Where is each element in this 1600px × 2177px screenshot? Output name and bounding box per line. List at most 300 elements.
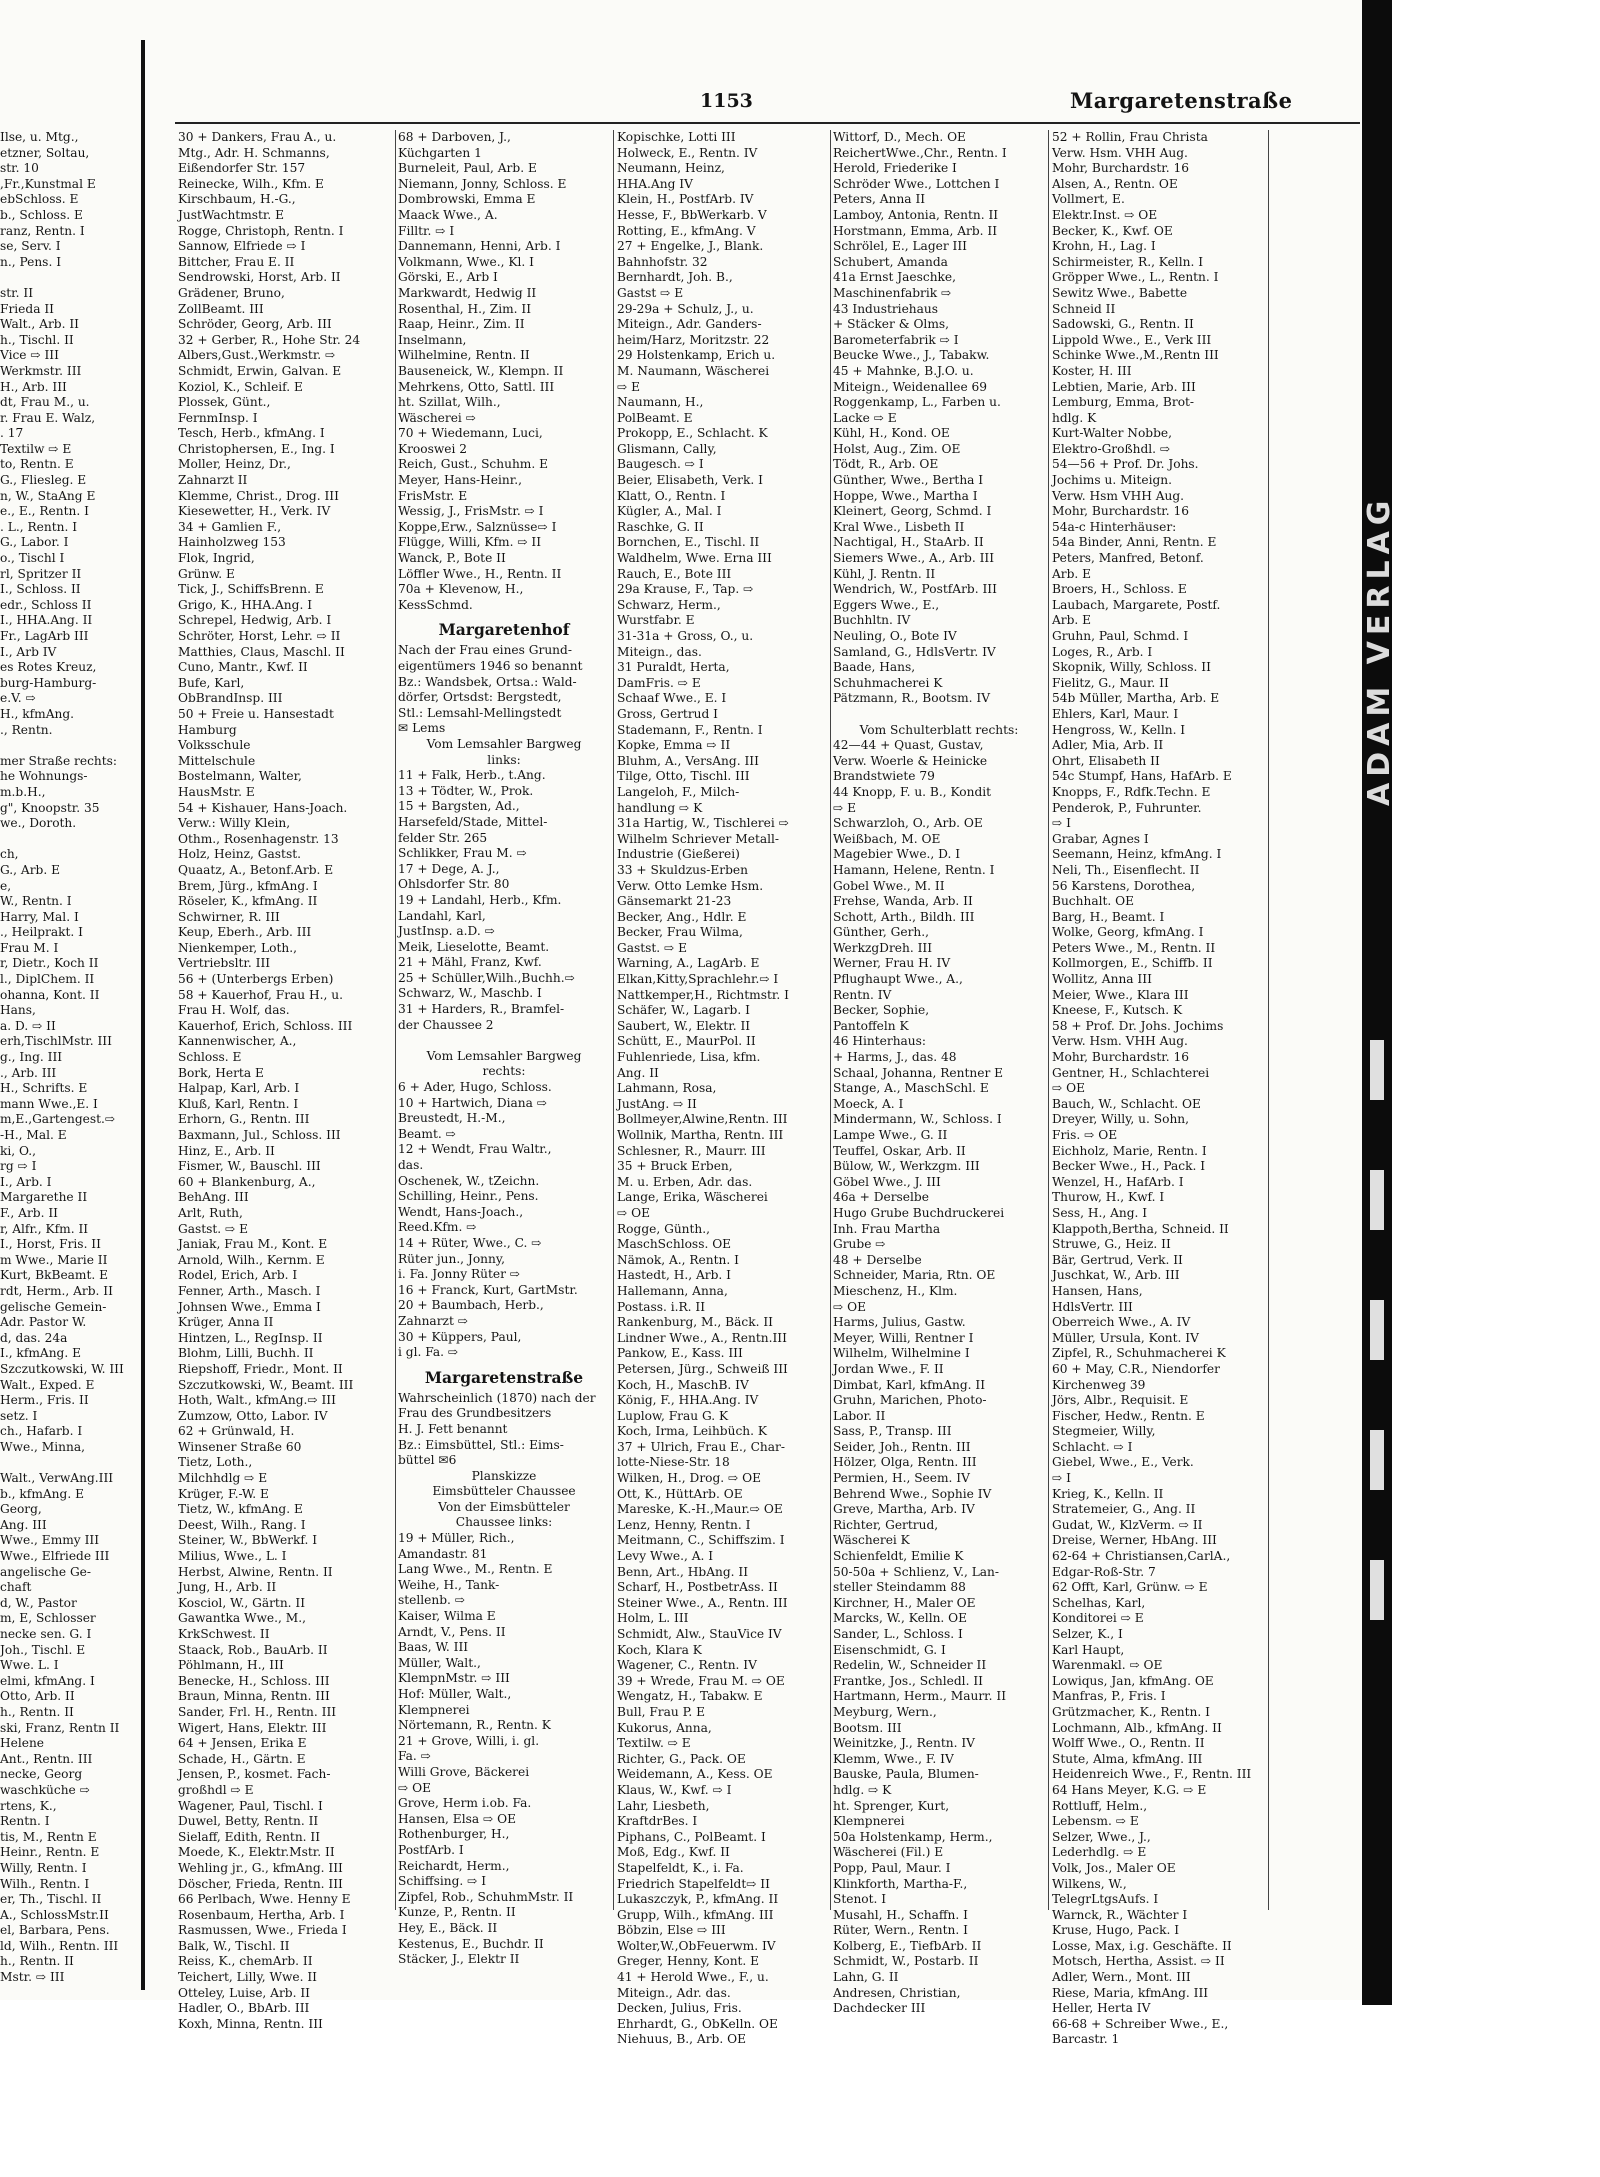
directory-line: Gruhn, Paul, Schmd. I xyxy=(1052,629,1189,643)
directory-line: Lindner Wwe., A., Rentn.III xyxy=(617,1330,787,1345)
directory-line: 13 + Tödter, W., Prok. xyxy=(398,783,534,798)
directory-line: Wilhelmine, Rentn. II xyxy=(398,348,530,363)
directory-line: hdlg. ⇨ K xyxy=(833,1782,892,1797)
directory-line: Warnck, R., Wächter I xyxy=(1052,1907,1188,1922)
column-6 xyxy=(1272,130,1362,2000)
directory-line: Schröder Wwe., Lottchen I xyxy=(833,176,1000,191)
directory-line: Becker Wwe., H., Pack. I xyxy=(1052,1159,1206,1174)
directory-line: Kirchenweg 39 xyxy=(1052,1377,1146,1392)
directory-line: ebSchloss. E xyxy=(0,192,79,207)
directory-line: Frau M. I xyxy=(0,940,59,955)
directory-line: Schmidt, Alw., StauVice IV xyxy=(617,1627,782,1641)
directory-line: Textilw. ⇨ E xyxy=(617,1736,691,1751)
directory-line: stellenb. ⇨ xyxy=(398,1593,465,1608)
directory-line: Fischer, Hedw., Rentn. E xyxy=(1052,1408,1205,1423)
directory-line: ⇨ I xyxy=(1052,816,1071,831)
directory-line: dörfer, Ortsdst: Bergstedt, xyxy=(398,690,562,705)
directory-line: Alsen, A., Rentn. OE xyxy=(1052,176,1178,191)
directory-line: ⇨ OE xyxy=(398,1780,431,1795)
directory-line: Wolff Wwe., O., Rentn. II xyxy=(1052,1736,1205,1751)
directory-line: Koster, H. III xyxy=(1052,363,1132,378)
directory-line: A., SchlossMstr.II xyxy=(0,1907,109,1922)
directory-line: m, E, Schlosser xyxy=(0,1611,96,1626)
directory-line: 48 + Derselbe xyxy=(833,1252,922,1267)
directory-line: 54a Binder, Anni, Rentn. E xyxy=(1052,535,1217,550)
directory-line: Weidemann, A., Kess. OE xyxy=(617,1767,773,1782)
directory-line: Schinke Wwe.,M.,Rentn III xyxy=(1052,348,1219,363)
directory-line: Barcastr. 1 xyxy=(1052,2032,1120,2047)
directory-line: Georg, xyxy=(0,1502,42,1517)
directory-line: Schmidt, W., Postarb. II xyxy=(833,1954,979,1969)
directory-line: Redelin, W., Schneider II xyxy=(833,1658,987,1673)
directory-line: Dreyer, Willy, u. Sohn, xyxy=(1052,1112,1190,1127)
directory-line: Cuno, Mantr., Kwf. II xyxy=(178,660,308,675)
directory-line: Barometerfabrik ⇨ I xyxy=(833,332,959,347)
directory-line: Schäfer, W., Lagarb. I xyxy=(617,1003,750,1018)
directory-line: Ang. II xyxy=(617,1065,659,1080)
directory-line: Bork, Herta E xyxy=(178,1065,264,1080)
directory-line: Wwe., Minna, xyxy=(0,1439,86,1454)
directory-line: Schuhmacherei K xyxy=(833,675,943,690)
directory-line: Harry, Mal. I xyxy=(0,909,79,924)
directory-line: Rosenbaum, Hertha, Arb. I xyxy=(178,1907,345,1922)
directory-line: ✉ Lems xyxy=(398,721,446,736)
directory-line: rdt, Herm., Arb. II xyxy=(0,1283,113,1298)
section-direction-note: Eimsbütteler Chaussee xyxy=(432,1484,576,1499)
directory-line: Kirchner, H., Maler OE xyxy=(833,1595,976,1610)
directory-line xyxy=(0,738,140,754)
directory-line: Günther, Wwe., Bertha I xyxy=(833,473,984,488)
directory-line: 29-29a + Schulz, J., u. xyxy=(617,301,754,316)
section-direction-note: Vom Lemsahler Bargweg xyxy=(426,736,582,751)
directory-line: Kirschbaum, H.-G., xyxy=(178,192,296,207)
directory-line: ld, Wilh., Rentn. III xyxy=(0,1938,119,1953)
directory-line: Filltr. ⇨ I xyxy=(398,223,455,238)
directory-line: Beamt. ⇨ xyxy=(398,1126,456,1141)
directory-line: Wurstfabr. E xyxy=(617,613,695,628)
directory-line: o., Tischl I xyxy=(0,551,65,566)
section-direction-note: Vom Lemsahler Bargweg xyxy=(426,1048,582,1063)
directory-line: Zipfel, R., Schuhmacherei K xyxy=(1052,1346,1226,1361)
directory-line: se, Serv. I xyxy=(0,239,61,254)
directory-line: H., kfmAng. xyxy=(0,706,75,721)
directory-line: + Harms, J., das. 48 xyxy=(833,1050,957,1065)
directory-line: Eißendorfer Str. 157 xyxy=(178,161,306,176)
directory-line: r, Alfr., Kfm. II xyxy=(0,1221,89,1236)
directory-line: Lowiqus, Jan, kfmAng. OE xyxy=(1052,1673,1214,1688)
directory-line: ⇨ OE xyxy=(1052,1081,1085,1096)
column-divider xyxy=(1268,130,1269,1910)
directory-line: FernmInsp. I xyxy=(178,410,258,425)
directory-line: Kunze, P., Rentn. II xyxy=(398,1905,516,1920)
directory-line: Holst, Aug., Zim. OE xyxy=(833,441,961,456)
directory-line: angelische Ge- xyxy=(0,1564,92,1579)
directory-line: Reich, Gust., Schuhm. E xyxy=(398,457,548,472)
directory-line: Landahl, Karl, xyxy=(398,908,486,923)
directory-line: Elektro-Großhdl. ⇨ xyxy=(1052,441,1171,456)
directory-line: 39 + Wrede, Frau M. ⇨ OE xyxy=(617,1673,785,1688)
directory-line: e, xyxy=(0,878,12,893)
directory-line: Schwarz, Herm., xyxy=(617,597,721,612)
directory-line: 17 + Dege, A. J., xyxy=(398,861,500,876)
directory-line xyxy=(0,832,140,848)
directory-line: Schlesner, R., Maurr. III xyxy=(617,1143,766,1158)
directory-line: Herold, Friederike I xyxy=(833,161,957,176)
directory-line: Dachdecker III xyxy=(833,2001,926,2016)
directory-line: Schrölel, E., Lager III xyxy=(833,239,967,254)
directory-line: Arb. E xyxy=(1052,613,1092,628)
book-spine-shadow xyxy=(141,40,145,1990)
directory-line: Warenmakl. ⇨ OE xyxy=(1052,1658,1163,1673)
directory-line: das. xyxy=(398,1158,424,1172)
directory-line: Ang. III xyxy=(0,1517,47,1532)
directory-line: i gl. Fa. ⇨ xyxy=(398,1345,459,1360)
directory-line: 52 + Rollin, Frau Christa xyxy=(1052,130,1208,144)
directory-line: 10 + Hartwich, Diana ⇨ xyxy=(398,1095,547,1110)
directory-line: Gröpper Wwe., L., Rentn. I xyxy=(1052,270,1219,285)
directory-line: 50-50a + Schlienz, V., Lan- xyxy=(833,1564,1000,1579)
directory-line: Oberreich Wwe., A. IV xyxy=(1052,1315,1191,1330)
directory-line: etzner, Soltau, xyxy=(0,145,90,160)
directory-line: 31a Hartig, W., Tischlerei ⇨ xyxy=(617,816,789,831)
directory-line: ⇨ OE xyxy=(833,1299,866,1314)
directory-line: er, Th., Tischl. II xyxy=(0,1892,102,1907)
directory-line: Zahnarzt ⇨ xyxy=(398,1313,468,1328)
directory-line: Bülow, W., Werkzgm. III xyxy=(833,1159,980,1174)
directory-line: Lahn, G. II xyxy=(833,1970,899,1985)
directory-line: Klempnerei xyxy=(833,1814,905,1829)
directory-line: Wollnik, Martha, Rentn. III xyxy=(617,1128,784,1142)
directory-line: Werner, Frau H. IV xyxy=(833,956,951,971)
directory-line: 42—44 + Quast, Gustav, xyxy=(833,738,984,753)
directory-line: Tödt, R., Arb. OE xyxy=(833,457,939,472)
directory-line: Verw. Hsm. VHH Aug. xyxy=(1052,145,1188,160)
directory-line: Fenner, Arth., Masch. I xyxy=(178,1283,321,1298)
directory-line: HHA.Ang IV xyxy=(617,176,693,191)
directory-line: Eggers Wwe., E., xyxy=(833,597,940,612)
directory-line: Wessig, J., FrisMstr. ⇨ I xyxy=(398,504,544,519)
directory-line: Bahnhofstr. 32 xyxy=(617,254,708,269)
directory-line: 16 + Franck, Kurt, GartMstr. xyxy=(398,1282,578,1297)
directory-line: Maack Wwe., A. xyxy=(398,207,498,222)
directory-line: Jensen, P., kosmet. Fach- xyxy=(178,1767,331,1782)
directory-line: d, das. 24a xyxy=(0,1330,68,1345)
directory-line: 27 + Engelke, J., Blank. xyxy=(617,239,764,254)
directory-line: Steiner Wwe., A., Rentn. III xyxy=(617,1595,788,1610)
directory-line: Rüter, Wern., Rentn. I xyxy=(833,1923,968,1938)
directory-line: Schmidt, Erwin, Galvan. E xyxy=(178,363,342,378)
directory-line: Popp, Paul, Maur. I xyxy=(833,1860,951,1875)
directory-line: Eichholz, Marie, Rentn. I xyxy=(1052,1143,1207,1158)
edge-mark xyxy=(1370,1430,1384,1490)
directory-line: Becker, Frau Wilma, xyxy=(617,925,743,940)
directory-line: ch, xyxy=(0,847,19,862)
directory-line: Volkmann, Wwe., Kl. I xyxy=(398,254,534,269)
directory-line: Baas, W. III xyxy=(398,1640,469,1655)
directory-line: 29a Krause, F., Tap. ⇨ xyxy=(617,582,754,597)
directory-line: Bär, Gertrud, Verk. II xyxy=(1052,1252,1183,1267)
directory-line: ., Rentn. xyxy=(0,722,53,737)
directory-line: lotte-Niese-Str. 18 xyxy=(617,1455,730,1470)
directory-line: Gänsemarkt 21-23 xyxy=(617,894,732,909)
directory-line: ⇨ E xyxy=(617,379,640,394)
directory-line: Koxh, Minna, Rentn. III xyxy=(178,2016,323,2031)
directory-line: ch., Hafarb. I xyxy=(0,1424,83,1439)
directory-line: Schneid II xyxy=(1052,301,1116,316)
directory-line: handlung ⇨ K xyxy=(617,800,703,815)
directory-line: Becker, Sophie, xyxy=(833,1003,930,1018)
directory-line: Christophersen, E., Ing. I xyxy=(178,441,335,456)
directory-line: Kauerhof, Erich, Schloss. III xyxy=(178,1018,353,1033)
directory-line: 66-68 + Schreiber Wwe., E., xyxy=(1052,2016,1229,2031)
directory-line: Nach der Frau eines Grund- xyxy=(398,643,572,658)
directory-line: steller Steindamm 88 xyxy=(833,1580,966,1595)
directory-line: gelische Gemein- xyxy=(0,1299,107,1314)
directory-line: h., Tischl. II xyxy=(0,332,74,347)
directory-line: Volksschule xyxy=(178,738,251,753)
directory-line: Tick, J., SchiffsBrenn. E xyxy=(178,582,324,597)
directory-line: Selzer, K., I xyxy=(1052,1627,1123,1641)
directory-line: Reinecke, Wilh., Kfm. E xyxy=(178,176,324,191)
directory-line: -H., Mal. E xyxy=(0,1128,67,1142)
directory-line: Sendrowski, Horst, Arb. II xyxy=(178,270,341,285)
directory-line: Kosciol, W., Gärtn. II xyxy=(178,1595,306,1610)
directory-line xyxy=(833,707,1045,723)
directory-line: Balk, W., Tischl. II xyxy=(178,1938,290,1953)
directory-line: Krüger, Anna II xyxy=(178,1315,274,1330)
directory-line: Bauch, W., Schlacht. OE xyxy=(1052,1096,1201,1111)
directory-line: Küchgarten 1 xyxy=(398,145,482,160)
directory-line: erh,TischlMstr. III xyxy=(0,1034,112,1049)
directory-line: h., Rentn. II xyxy=(0,1704,74,1719)
directory-line: str. 10 xyxy=(0,161,39,176)
directory-line: Nienkemper, Loth., xyxy=(178,940,297,955)
directory-line: Riese, Maria, kfmAng. III xyxy=(1052,1985,1209,2000)
directory-line: Halpap, Karl, Arb. I xyxy=(178,1081,300,1096)
directory-line: Lamboy, Antonia, Rentn. II xyxy=(833,207,999,222)
directory-line: 32 + Gerber, R., Hohe Str. 24 xyxy=(178,332,361,347)
directory-line: Görski, E., Arb I xyxy=(398,270,498,285)
edge-mark xyxy=(1370,1040,1384,1100)
directory-line: Barg, H., Beamt. I xyxy=(1052,909,1165,924)
directory-line: Becker, K., Kwf. OE xyxy=(1052,223,1173,238)
column-3 xyxy=(617,130,829,2047)
directory-line: 62-64 + Christiansen,CarlA., xyxy=(1052,1549,1231,1564)
directory-line: Broers, H., Schloss. E xyxy=(1052,582,1187,597)
directory-line: Wwe. L. I xyxy=(0,1658,59,1673)
directory-line: I., Arb. I xyxy=(0,1174,52,1189)
directory-line: Kaiser, Wilma E xyxy=(398,1609,496,1624)
directory-line: Lange, Erika, Wäscherei xyxy=(617,1190,768,1205)
directory-line: Hoth, Walt., kfmAng.⇨ III xyxy=(178,1393,336,1408)
directory-line: 31-31a + Gross, O., u. xyxy=(617,629,754,643)
directory-line: Krieg, K., Kelln. II xyxy=(1052,1486,1164,1501)
directory-line: Lippold Wwe., E., Verk III xyxy=(1052,332,1212,347)
directory-line: 58 + Kauerhof, Frau H., u. xyxy=(178,987,343,1002)
directory-line: ⇨ OE xyxy=(617,1205,650,1220)
directory-line: TelegrLtgsAufs. I xyxy=(1052,1892,1159,1907)
directory-line: Frantke, Jos., Schledl. II xyxy=(833,1673,983,1688)
directory-line: Manfras, P., Fris. I xyxy=(1052,1689,1166,1704)
directory-line: 54b Müller, Martha, Arb. E xyxy=(1052,691,1220,706)
directory-line: Magebier Wwe., D. I xyxy=(833,847,961,862)
directory-line: 54 + Kishauer, Hans-Joach. xyxy=(178,800,348,815)
directory-line: Volk, Jos., Maler OE xyxy=(1052,1860,1176,1875)
directory-line: Kestenus, E., Buchdr. II xyxy=(398,1936,544,1951)
directory-line: Müller, Ursula, Kont. IV xyxy=(1052,1330,1199,1345)
directory-line: Petersen, Jürg., Schweiß III xyxy=(617,1361,788,1376)
directory-line: mann Wwe.,E. I xyxy=(0,1096,98,1111)
directory-line: Fismer, W., Bauschl. III xyxy=(178,1159,321,1174)
directory-line: Grube ⇨ xyxy=(833,1237,886,1252)
directory-line: Greve, Martha, Arb. IV xyxy=(833,1502,975,1517)
directory-line: Inh. Frau Martha xyxy=(833,1221,941,1236)
directory-line: Tietz, W., kfmAng. E xyxy=(178,1502,303,1517)
directory-line: Duwel, Betty, Rentn. II xyxy=(178,1814,319,1829)
directory-line: Niehuus, B., Arb. OE xyxy=(617,2032,746,2047)
directory-line: Luplow, Frau G. K xyxy=(617,1408,729,1423)
directory-line: Rentn. IV xyxy=(833,987,892,1002)
directory-line: he Wohnungs- xyxy=(0,769,88,784)
directory-line: a. D. ⇨ II xyxy=(0,1018,56,1033)
directory-line: Ilse, u. Mtg., xyxy=(0,130,79,144)
directory-line: 60 + May, C.R., Niendorfer xyxy=(1052,1361,1220,1376)
directory-line: Friedrich Stapelfeldt⇨ II xyxy=(617,1876,770,1891)
directory-line: HdlsVertr. III xyxy=(1052,1299,1133,1314)
directory-line: Grädener, Bruno, xyxy=(178,285,285,300)
directory-line: Peters, Anna II xyxy=(833,192,926,207)
directory-line: Frau des Grundbesitzers xyxy=(398,1406,552,1421)
directory-line: Günther, Gerh., xyxy=(833,925,929,940)
directory-line: Teuffel, Oskar, Arb. II xyxy=(833,1143,966,1158)
directory-line: Mehrkens, Otto, Sattl. III xyxy=(398,379,555,394)
column-4 xyxy=(833,130,1045,2016)
directory-line: 21 + Grove, Willi, i. gl. xyxy=(398,1733,540,1748)
directory-line: Mohr, Burchardstr. 16 xyxy=(1052,161,1189,176)
directory-line: Giebel, Wwe., E., Verk. xyxy=(1052,1455,1194,1470)
directory-line: Klemm, Wwe., F. IV xyxy=(833,1751,954,1766)
directory-line: Pantoffeln K xyxy=(833,1018,909,1033)
directory-line: Wigert, Hans, Elektr. III xyxy=(178,1720,327,1735)
directory-line: Kopke, Emma ⇨ II xyxy=(617,738,731,753)
directory-line: Loges, R., Arb. I xyxy=(1052,644,1153,659)
directory-line: . L., Rentn. I xyxy=(0,519,78,534)
directory-line xyxy=(0,270,140,286)
directory-line: Weinitzke, J., Rentn. IV xyxy=(833,1736,975,1751)
directory-line: Pflughaupt Wwe., A., xyxy=(833,972,963,987)
directory-line: Hintzen, L., RegInsp. II xyxy=(178,1330,323,1345)
directory-line: Penderok, P., Fuhrunter. xyxy=(1052,800,1202,815)
directory-line: Grove, Herm i.ob. Fa. xyxy=(398,1796,532,1811)
directory-line: ski, Franz, Rentn II xyxy=(0,1720,120,1735)
directory-line: 62 Offt, Karl, Grünw. ⇨ E xyxy=(1052,1580,1208,1595)
directory-line: Rankenburg, M., Bäck. II xyxy=(617,1315,773,1330)
directory-line: 14 + Rüter, Wwe., C. ⇨ xyxy=(398,1235,542,1250)
directory-line: büttel ✉6 xyxy=(398,1453,457,1468)
section-direction-note: Chaussee links: xyxy=(455,1515,553,1530)
directory-line: 35 + Bruck Erben, xyxy=(617,1159,733,1174)
directory-line: Schwirner, R. III xyxy=(178,909,280,924)
directory-line: JustAng. ⇨ II xyxy=(617,1096,697,1111)
directory-line: Bull, Frau P. E xyxy=(617,1704,705,1719)
directory-line: Laubach, Margarete, Postf. xyxy=(1052,597,1221,612)
directory-line: Lang Wwe., M., Rentn. E xyxy=(398,1562,553,1577)
directory-line: Labor. II xyxy=(833,1408,886,1423)
directory-line: Hansen, Elsa ⇨ OE xyxy=(398,1811,516,1826)
directory-line: 11 + Falk, Herb., t.Ang. xyxy=(398,768,546,783)
directory-line: Grabar, Agnes I xyxy=(1052,831,1149,846)
directory-line: Steiner, W., BbWerkf. I xyxy=(178,1533,318,1548)
directory-line: Adler, Wern., Mont. III xyxy=(1052,1970,1191,1985)
directory-line: 70a + Klevenow, H., xyxy=(398,582,524,597)
directory-line: Miteign., Weidenallee 69 xyxy=(833,379,988,394)
directory-line: Müller, Walt., xyxy=(398,1655,481,1670)
directory-line: . 17 xyxy=(0,426,24,441)
directory-line: Joh., Tischl. E xyxy=(0,1642,86,1657)
directory-line: 66 Perlbach, Wwe. Henny E xyxy=(178,1892,351,1907)
directory-line: Fielitz, G., Maur. II xyxy=(1052,675,1169,690)
directory-line: 30 + Küppers, Paul, xyxy=(398,1329,522,1344)
directory-line: Gruhn, Marichen, Photo- xyxy=(833,1393,987,1408)
directory-line: Waldhelm, Wwe. Erna III xyxy=(617,551,772,566)
directory-line: Struwe, G., Heiz. II xyxy=(1052,1237,1171,1252)
directory-line: Arb. E xyxy=(1052,566,1092,581)
directory-line: Herbst, Alwine, Rentn. II xyxy=(178,1564,333,1579)
directory-line: Lenz, Henny, Rentn. I xyxy=(617,1517,751,1532)
directory-line: chaft xyxy=(0,1580,32,1595)
directory-line: n., Pens. I xyxy=(0,254,62,269)
directory-line: e., E., Rentn. I xyxy=(0,504,89,519)
directory-line: Peters, Manfred, Betonf. xyxy=(1052,551,1204,566)
directory-line: Wwe., Elfriede III xyxy=(0,1549,110,1564)
directory-line: Brandstwiete 79 xyxy=(833,769,935,784)
directory-line: Inselmann, xyxy=(398,332,467,347)
directory-line: Stapelfeldt, K., i. Fa. xyxy=(617,1860,744,1875)
directory-line: Lacke ⇨ E xyxy=(833,410,897,425)
directory-line: Juschkat, W., Arb. III xyxy=(1052,1268,1180,1283)
directory-line: König, F., HHA.Ang. IV xyxy=(617,1393,759,1408)
directory-line: setz. I xyxy=(0,1408,38,1423)
directory-line: Riepshoff, Friedr., Mont. II xyxy=(178,1361,343,1376)
directory-line: Beier, Elisabeth, Verk. I xyxy=(617,473,763,488)
directory-line: burg-Hamburg- xyxy=(0,675,97,690)
directory-line: 43 Industriehaus xyxy=(833,301,939,316)
directory-line: Lahmann, Rosa, xyxy=(617,1081,717,1096)
directory-line: Fris. ⇨ OE xyxy=(1052,1128,1118,1142)
column-divider xyxy=(1048,130,1049,1910)
directory-line: M. u. Erben, Adr. das. xyxy=(617,1174,753,1189)
directory-line: Schelhas, Karl, xyxy=(1052,1595,1146,1610)
directory-line: Milius, Wwe., L. I xyxy=(178,1549,287,1564)
directory-line: m Wwe., Marie II xyxy=(0,1252,108,1267)
directory-line: Hoppe, Wwe., Martha I xyxy=(833,488,978,503)
directory-line: Gastst. ⇨ E xyxy=(617,940,688,955)
directory-line: ,Fr.,Kunstmal E xyxy=(0,176,96,191)
directory-line: Hesse, F., BbWerkarb. V xyxy=(617,207,767,222)
directory-line: Bittcher, Frau E. II xyxy=(178,254,295,269)
directory-line: Kühl, H., Kond. OE xyxy=(833,426,950,441)
directory-line: Rauch, E., Bote III xyxy=(617,566,732,581)
directory-line: Becker, Ang., Hdlr. E xyxy=(617,909,747,924)
directory-line: Rentn. I xyxy=(0,1814,50,1829)
directory-line: Glismann, Cally, xyxy=(617,441,717,456)
directory-line: Kleinert, Georg, Schmd. I xyxy=(833,504,992,519)
directory-line: Textilw ⇨ E xyxy=(0,441,72,456)
directory-line: felder Str. 265 xyxy=(398,830,488,845)
directory-line: Kügler, A., Mal. I xyxy=(617,504,722,519)
directory-line: Sannow, Elfriede ⇨ I xyxy=(178,239,306,254)
directory-line: Gross, Gertrud I xyxy=(617,706,718,721)
